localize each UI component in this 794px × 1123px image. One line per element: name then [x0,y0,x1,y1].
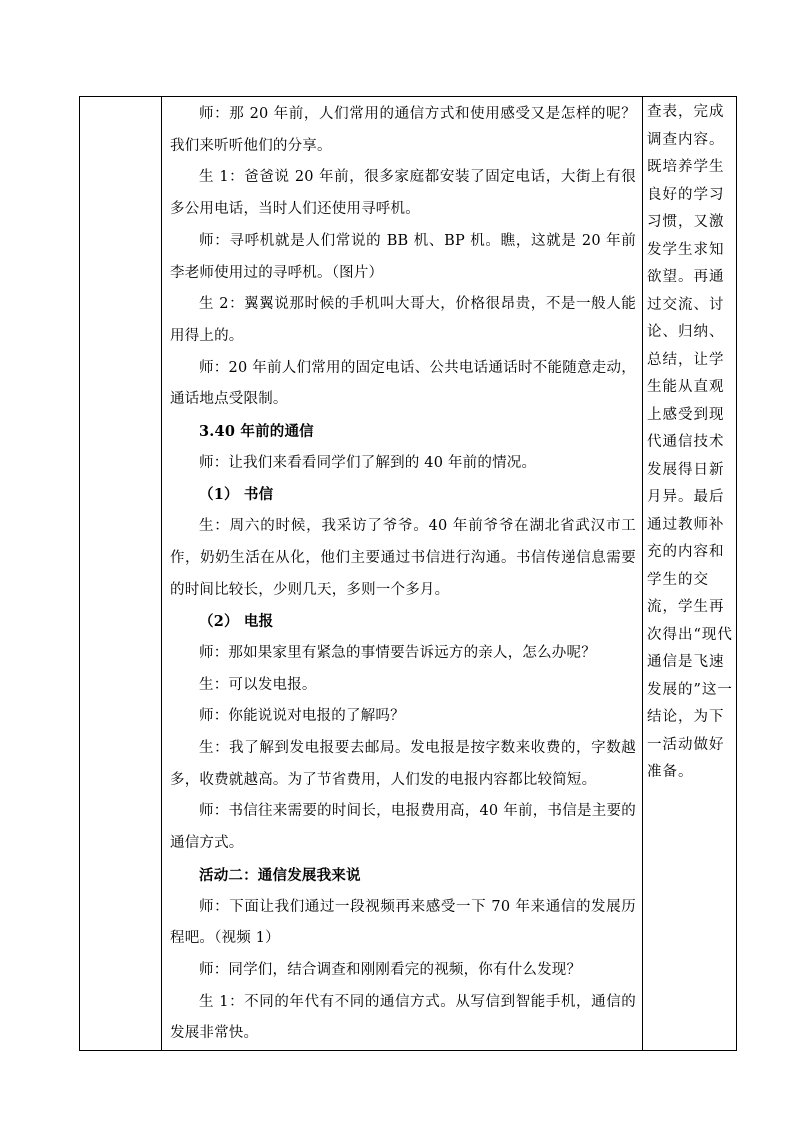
table-row [80,97,737,1051]
paragraph: 生：周六的时候，我采访了爷爷。40 年前爷爷在湖北省武汉市工作，奶奶生活在从化，他们主要通过书信进行沟通。书信传递信息需要的时间比较长，少则几天，多则一个多月。 [170,518,636,598]
paragraph: 生：我了解到发电报要去邮局。发电报是按字数来收费的，字数越多，收费就越高。为了节省费用，人们发的电报内容都比较简短。 [170,740,636,788]
paragraph: 生：可以发电报。 [199,676,317,693]
section-heading: 3.40 年前的通信 [199,423,314,441]
activity-heading: 活动二：通信发展我来说 [199,866,361,884]
teaching-process-cell [162,97,643,1051]
paragraph: 师：那 20 年前，人们常用的通信方式和使用感受又是怎样的呢？我们来听听他们的分享。 [170,106,636,154]
sub-heading: （2） 电报 [199,613,274,631]
paragraph: 师：让我们来看看同学们了解到的 40 年前的情况。 [199,454,537,471]
empty-left-cell [80,97,162,1051]
design-intent-text: 查表，完成调查内容。既培养学生良好的学习习惯，又激发学生求知欲望。再通过交流、讨论、归纳、总结，让学生能从直观上感受到现代通信技术发展得日新月异。最后通过教师补充的内容和学生的交流，学生再次得出“现代通信是飞速发展的”这一结论，为下一活动做好准备。 [647,104,733,780]
paragraph: 师：书信往来需要的时间长，电报费用高，40 年前，书信是主要的通信方式。 [170,803,636,852]
paragraph: 生 2：翼翼说那时候的手机叫大哥大，价格很昂贵，不是一般人能用得上的。 [170,296,636,344]
lesson-plan-table [79,96,737,1051]
paragraph: 师：寻呼机就是人们常说的 BB 机、BP 机。瞧，这就是 20 年前李老师使用过的寻呼机。（图片） [170,232,636,281]
paragraph: 师：同学们，结合调查和刚刚看完的视频，你有什么发现？ [199,961,582,978]
paragraph: 师：下面让我们通过一段视频再来感受一下 70 年来通信的发展历程吧。（视频 1） [170,898,636,947]
sub-heading: （1） 书信 [199,486,274,504]
paragraph: 师：你能说说对电报的了解吗？ [199,708,405,725]
paragraph: 生 1：不同的年代有不同的通信方式。从写信到智能手机，通信的发展非常快。 [170,993,636,1042]
paragraph: 师：那如果家里有紧急的事情要告诉远方的亲人，怎么办呢？ [199,644,596,661]
design-intent-cell [643,97,737,1051]
paragraph: 生 1：爸爸说 20 年前，很多家庭都安装了固定电话，大街上有很多公用电话，当时人们还使用寻呼机。 [170,169,636,218]
paragraph: 师：20 年前人们常用的固定电话、公共电话通话时不能随意走动，通话地点受限制。 [170,359,636,408]
